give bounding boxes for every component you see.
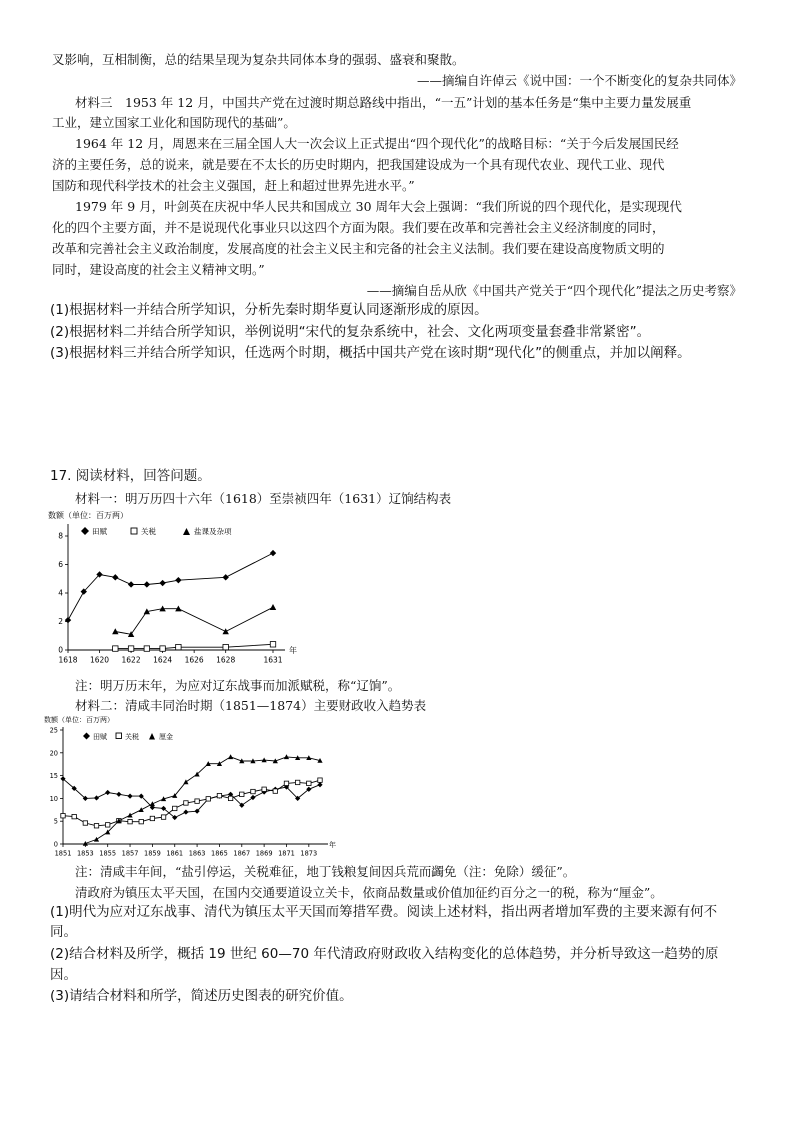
legend xyxy=(83,732,173,741)
text-line: 1964 年 12 月，周恩来在三届全国人大一次会议上正式提出“四个现代化”的战略目标：“关于今后发展国民经 xyxy=(75,136,679,151)
y-tick-label: 25 xyxy=(49,726,58,735)
note-2b: 清政府为镇压太平天国，在国内交通要道设立关卡，依商品数量或价值加征约百分之一的税，称为“厘金”。 xyxy=(75,885,663,900)
y-tick-label: 10 xyxy=(49,794,58,803)
text-line: 工业，建立国家工业化和国防现代的基础”。 xyxy=(52,115,296,130)
x-tick-label: 1857 xyxy=(121,849,139,858)
data-point xyxy=(139,807,144,812)
x-tick-label: 1863 xyxy=(188,849,206,858)
data-point xyxy=(175,577,181,583)
question-17-1-cont: 同。 xyxy=(50,924,77,940)
data-point xyxy=(228,796,232,800)
x-tick-label: 1851 xyxy=(54,849,72,858)
data-point xyxy=(159,580,165,586)
citation: ——摘编自许倬云《说中国：一个不断变化的复杂共同体》 xyxy=(416,73,742,88)
x-axis-label: 年 xyxy=(289,646,297,655)
note-1: 注：明万历末年，为应对辽东战事而加派赋税，称“辽饷”。 xyxy=(75,678,401,693)
data-point xyxy=(206,797,210,801)
note-2a: 注：清咸丰年间，“盐引停运，关税难征，地丁钱粮复间因兵荒而蠲免（注：免除）缓征”。 xyxy=(75,864,576,879)
question-17-heading: 17. 阅读材料，回答问题。 xyxy=(50,468,211,484)
question-17-3: (3)请结合材料和所学，简述历史图表的研究价值。 xyxy=(50,988,353,1004)
data-point xyxy=(94,795,99,800)
y-tick-label: 5 xyxy=(53,817,58,826)
series-line-1 xyxy=(63,780,320,826)
data-point xyxy=(139,819,143,823)
x-tick-label: 1626 xyxy=(184,655,204,665)
question-17-2: (2)结合材料及所学，概括 19 世纪 60—70 年代清政府财政收入结构变化的总体趋势，并分析导致这一趋势的原 xyxy=(50,946,719,962)
legend-marker-square xyxy=(131,528,137,534)
data-point xyxy=(113,646,118,651)
data-point xyxy=(222,628,228,634)
data-point xyxy=(183,809,188,814)
question-17-2-cont: 因。 xyxy=(50,967,77,983)
data-point xyxy=(128,819,132,823)
legend-marker-diamond xyxy=(81,527,89,535)
y-axis-label: 数额（单位：百万两） xyxy=(44,716,114,724)
text-line: 改革和完善社会主义政治制度，发展高度的社会主义民主和完备的社会主义法制。我们要在建设高度物质文明的 xyxy=(52,241,665,256)
data-point xyxy=(127,813,132,818)
x-tick-label: 1618 xyxy=(58,655,78,665)
x-tick-label: 1861 xyxy=(166,849,184,858)
y-tick-label: 2 xyxy=(58,617,63,626)
data-point xyxy=(72,814,76,818)
text-line: 国防和现代科学技术的社会主义强国，赶上和超过世界先进水平。” xyxy=(52,178,415,193)
data-point xyxy=(251,789,255,793)
y-tick-label: 4 xyxy=(58,588,63,598)
x-tick-label: 1867 xyxy=(233,849,251,858)
data-point xyxy=(240,792,244,796)
data-point xyxy=(160,646,165,651)
data-point xyxy=(112,628,118,634)
text-line: 叉影响，互相制衡，总的结果呈现为复杂共同体本身的强弱、盛衰和聚散。 xyxy=(52,52,465,67)
x-tick-label: 1855 xyxy=(99,849,117,858)
series-line-2 xyxy=(115,607,273,634)
text-line: 济的主要任务，总的说来，就是要在不太长的历史时期内，把我国建设成为一个具有现代农业、现代工业、现代 xyxy=(52,157,665,172)
text-line: 1979 年 9 月，叶剑英在庆祝中华人民共和国成立 30 周年大会上强调：“我们所说的四个现代化，是实现现代 xyxy=(75,199,682,214)
data-point xyxy=(176,644,181,649)
x-tick-label: 1622 xyxy=(121,655,141,665)
legend-marker-triangle xyxy=(149,733,155,740)
data-point xyxy=(128,581,134,587)
citation: ——摘编自岳从欣《中国共产党关于“四个现代化”提法之历史考察》 xyxy=(366,283,742,298)
text-line: 材料三 1953 年 12 月，中国共产党在过渡时期总路线中指出，“一五”计划的基本任务是“集中主要力量发展重 xyxy=(75,95,692,110)
question-17-1: (1)明代为应对辽东战事、清代为镇压太平天国而筹措军费。阅读上述材料，指出两者增加军费的主要来源有何不 xyxy=(50,904,718,920)
chart-qing-revenue xyxy=(40,713,340,859)
question-16-1: (1)根据材料一并结合所学知识，分析先秦时期华夏认同逐渐形成的原因。 xyxy=(50,302,488,318)
data-point xyxy=(61,814,65,818)
data-point xyxy=(262,787,266,791)
data-point xyxy=(94,824,98,828)
data-point xyxy=(65,617,71,623)
text-line: 化的四个主要方面，并不是说现代化事业只以这四个方面为限。我们要在改革和完善社会主义经济制度的同时， xyxy=(52,220,665,235)
data-point xyxy=(105,790,110,795)
data-point xyxy=(270,550,276,556)
data-point xyxy=(223,644,228,649)
legend-label: 关税 xyxy=(125,733,139,741)
data-point xyxy=(228,754,233,759)
legend-label: 田赋 xyxy=(93,733,107,741)
series-line-0 xyxy=(68,553,273,620)
data-point xyxy=(83,841,88,846)
data-point xyxy=(183,779,188,784)
x-tick-label: 1620 xyxy=(89,655,110,665)
data-point xyxy=(173,806,177,810)
data-point xyxy=(128,646,133,651)
series-line-0 xyxy=(63,779,320,818)
y-tick-label: 8 xyxy=(58,531,63,541)
legend xyxy=(81,526,232,536)
x-tick-label: 1871 xyxy=(278,849,295,858)
legend-label: 田赋 xyxy=(92,527,107,536)
data-point xyxy=(195,799,199,803)
text-line: 同时，建设高度的社会主义精神文明。” xyxy=(52,262,265,277)
data-point xyxy=(150,816,154,820)
y-tick-label: 0 xyxy=(58,645,63,655)
material2-title: 材料二：清咸丰同治时期（1851—1874）主要财政收入趋势表 xyxy=(75,698,427,713)
x-tick-label: 1865 xyxy=(211,849,228,858)
data-point xyxy=(116,792,121,797)
y-tick-label: 20 xyxy=(49,749,58,758)
data-point xyxy=(270,604,276,610)
legend-marker-square xyxy=(116,733,122,739)
legend-label: 关税 xyxy=(141,527,156,536)
data-point xyxy=(217,793,221,797)
data-point xyxy=(150,801,155,806)
material1-title: 材料一：明万历四十六年（1618）至崇祯四年（1631）辽饷结构表 xyxy=(75,491,452,506)
data-point xyxy=(161,815,165,819)
x-tick-label: 1628 xyxy=(216,655,236,665)
x-tick-label: 1859 xyxy=(144,849,161,858)
x-tick-label: 1873 xyxy=(300,849,318,858)
y-tick-label: 15 xyxy=(49,772,58,781)
y-tick-label: 6 xyxy=(58,560,63,569)
data-point xyxy=(127,794,132,799)
legend-label: 厘金 xyxy=(159,733,173,741)
legend-marker-triangle xyxy=(183,528,190,535)
x-tick-label: 1631 xyxy=(263,655,283,665)
data-point xyxy=(270,642,275,647)
data-point xyxy=(317,782,322,787)
x-tick-label: 1853 xyxy=(76,849,94,858)
legend-label: 盐课及杂项 xyxy=(194,527,232,536)
x-tick-label: 1624 xyxy=(153,655,173,665)
data-point xyxy=(94,837,99,842)
data-point xyxy=(184,801,188,805)
question-16-2: (2)根据材料二并结合所学知识，举例说明“宋代的复杂系统中，社会、文化两项变量套叠非常紧密”。 xyxy=(50,324,651,340)
data-point xyxy=(295,780,299,784)
x-tick-label: 1869 xyxy=(255,849,273,858)
data-point xyxy=(284,781,288,785)
data-point xyxy=(144,581,150,587)
y-tick-label: 0 xyxy=(53,840,58,849)
data-point xyxy=(307,781,311,785)
data-point xyxy=(318,778,322,782)
chart-liaoxiang xyxy=(40,508,302,668)
data-point xyxy=(144,646,149,651)
data-point xyxy=(273,789,277,793)
y-axis-label: 数额（单位：百万两） xyxy=(48,511,128,520)
x-axis-label: 年 xyxy=(329,841,336,849)
data-point xyxy=(112,574,118,580)
data-point xyxy=(83,821,87,825)
series-line-1 xyxy=(115,644,273,648)
question-16-3: (3)根据材料三并结合所学知识，任选两个时期，概括中国共产党在该时期“现代化”的侧重点，并加以阐释。 xyxy=(50,345,691,361)
legend-marker-diamond xyxy=(83,733,90,740)
data-point xyxy=(222,574,228,580)
data-point xyxy=(105,823,109,827)
